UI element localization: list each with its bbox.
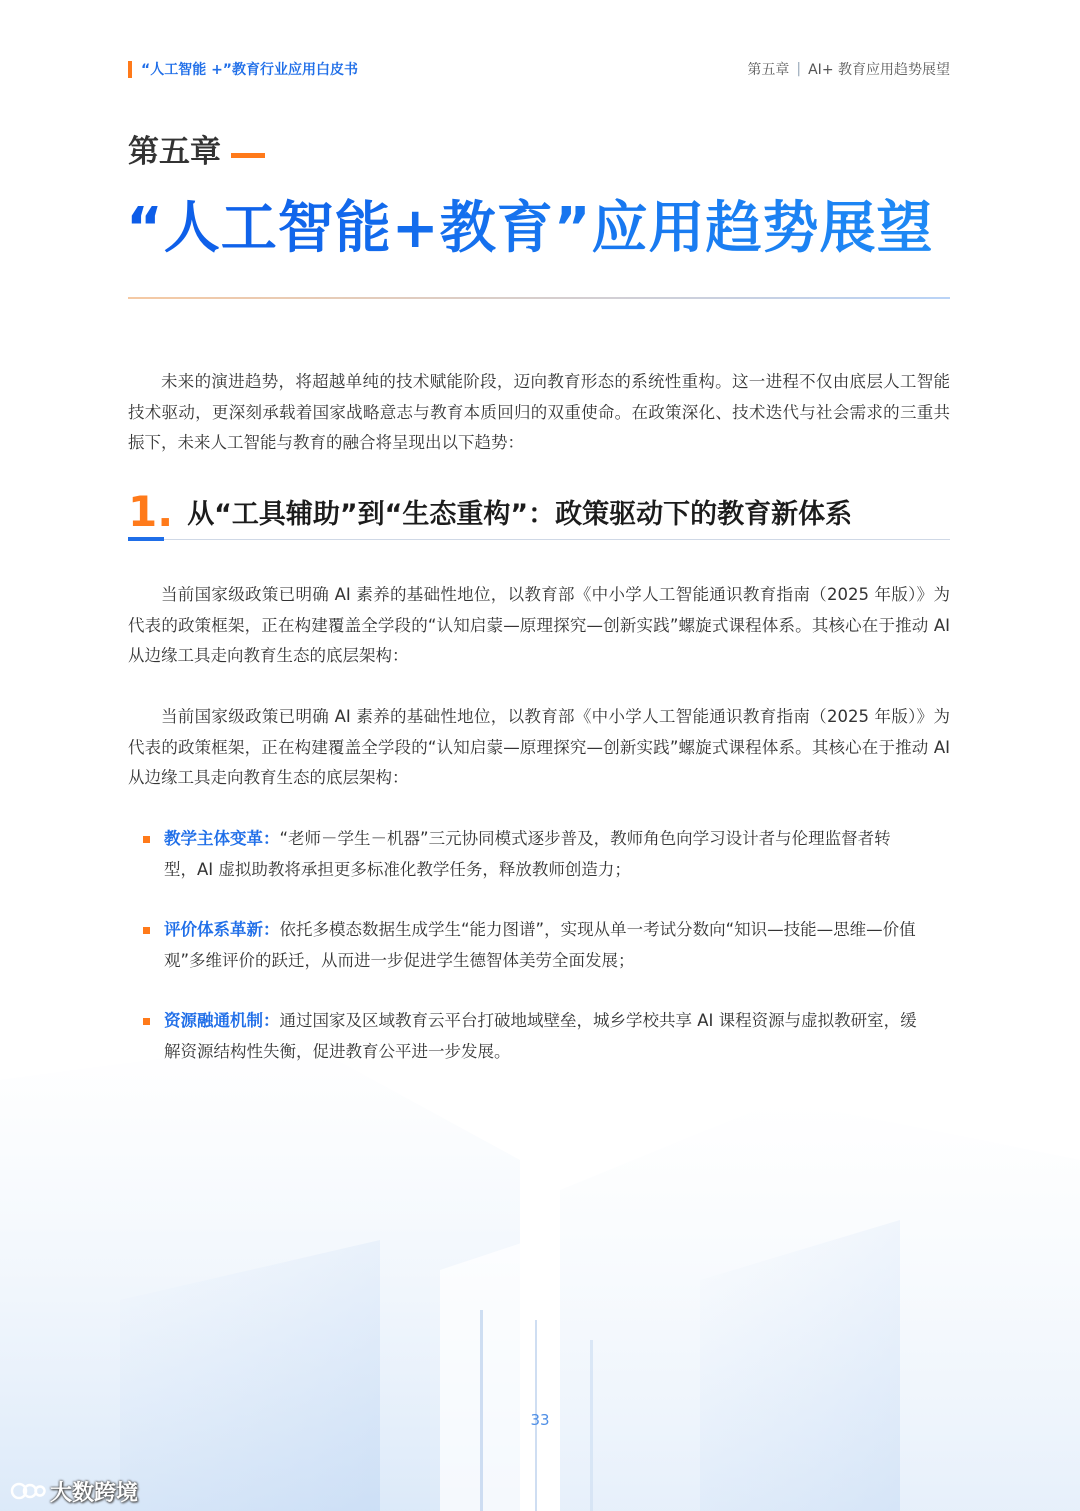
header-chapter: 第五章 [747, 62, 790, 78]
watermark-logo-icon [10, 1478, 46, 1504]
running-header-right [747, 59, 950, 79]
section-number: 1. [128, 486, 174, 536]
watermark-text: 大数跨境 [50, 1480, 139, 1506]
watermark [10, 1476, 138, 1506]
bullet-text [164, 1006, 918, 1067]
bullet-item [143, 824, 918, 885]
section-rule-accent [128, 537, 164, 541]
section-heading [128, 486, 852, 536]
bullet-text [164, 915, 918, 976]
bullet-text [164, 824, 918, 885]
bullet-item [143, 1006, 918, 1067]
page-title: “人工智能+教育”应用趋势展望 [126, 184, 934, 264]
bullet-label: 教学主体变革： [164, 829, 280, 848]
header-doc-title: “人工智能 +”教育行业应用白皮书 [141, 62, 359, 78]
background-decoration [0, 1040, 1080, 1511]
bullet-item [143, 915, 918, 976]
header-accent-bar [128, 61, 132, 78]
bullet-body: 依托多模态数据生成学生“能力图谱”，实现从单一考试分数向“知识—技能—思维—价值观”多维评价的跃迁，从而进一步促进学生德智体美劳全面发展； [164, 920, 916, 970]
bullet-label: 评价体系革新： [164, 920, 280, 939]
bullet-marker [143, 836, 150, 843]
section-title: 从“工具辅助”到“生态重构”：政策驱动下的教育新体系 [187, 498, 853, 530]
bullet-body: “老师－学生－机器”三元协同模式逐步普及，教师角色向学习设计者与伦理监督者转型，AI 虚拟助教将承担更多标准化教学任务，释放教师创造力； [164, 829, 891, 879]
header-separator: | [796, 61, 802, 77]
page-number: 33 [530, 1411, 550, 1429]
header-chapter-topic: AI+ 教育应用趋势展望 [808, 62, 950, 78]
chapter-accent-dash [231, 153, 265, 158]
body-paragraph: 当前国家级政策已明确 AI 素养的基础性地位，以教育部《中小学人工智能通识教育指南（2025 年版）》为代表的政策框架，正在构建覆盖全学段的“认知启蒙—原理探究—创新实践”螺旋式课程体系。其核心在于推动 AI 从边缘工具走向教育生态的底层架构： [128, 707, 950, 787]
bullet-body: 通过国家及区域教育云平台打破地域壁垒，城乡学校共享 AI 课程资源与虚拟教研室，缓解资源结构性失衡，促进教育公平进一步发展。 [164, 1011, 917, 1061]
bullet-label: 资源融通机制： [164, 1011, 280, 1030]
running-header-left [128, 59, 358, 79]
chapter-label: 第五章 [128, 134, 221, 170]
section-divider [164, 539, 950, 540]
title-divider [128, 297, 950, 299]
bullet-marker [143, 927, 150, 934]
bullet-marker [143, 1018, 150, 1025]
body-paragraph: 当前国家级政策已明确 AI 素养的基础性地位，以教育部《中小学人工智能通识教育指南（2025 年版）》为代表的政策框架，正在构建覆盖全学段的“认知启蒙—原理探究—创新实践”螺旋式课程体系。其核心在于推动 AI 从边缘工具走向教育生态的底层架构： [128, 585, 950, 665]
intro-paragraph: 未来的演进趋势，将超越单纯的技术赋能阶段，迈向教育形态的系统性重构。这一进程不仅由底层人工智能技术驱动，更深刻承载着国家战略意志与教育本质回归的双重使命。在政策深化、技术迭代与社会需求的三重共振下，未来人工智能与教育的融合将呈现出以下趋势： [128, 372, 950, 452]
